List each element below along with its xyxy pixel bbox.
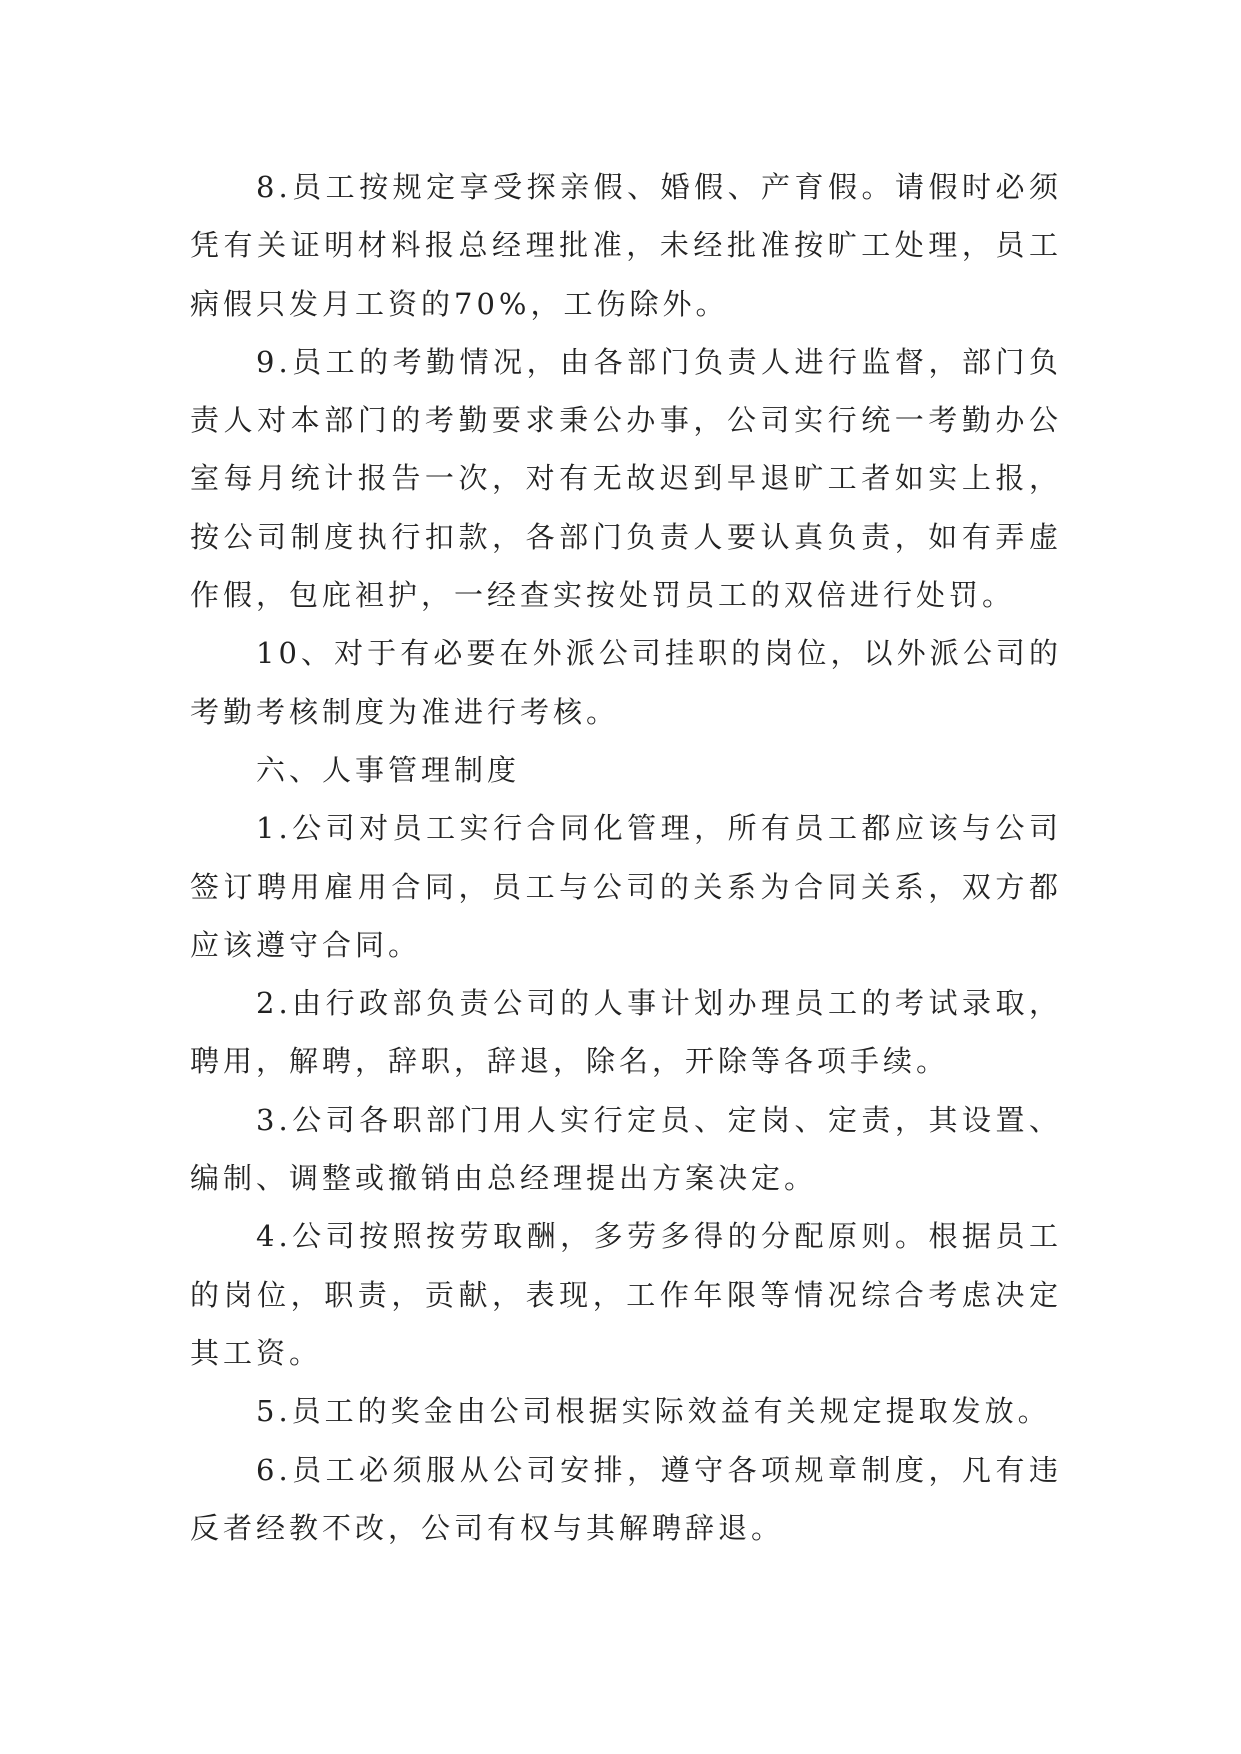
- paragraph-bonus: 5.员工的奖金由公司根据实际效益有关规定提取发放。: [256, 1394, 1051, 1429]
- section-heading: 六、人事管理制度: [256, 752, 521, 787]
- paragraph-compliance: 6.员工必须服从公司安排，遵守各项规章制度，凡有违反者经教不改，公司有权与其解聘辞退。: [190, 1452, 1062, 1545]
- paragraph-leave-rules: 8.员工按规定享受探亲假、婚假、产育假。请假时必须凭有关证明材料报总经理批准，未经批准按旷工处理，员工病假只发月工资的70%，工伤除外。: [190, 170, 1062, 321]
- paragraph-staffing: 3.公司各职部门用人实行定员、定岗、定责，其设置、编制、调整或撤销由总经理提出方案决定。: [190, 1102, 1062, 1196]
- paragraph-dispatched-positions: 10、对于有必要在外派公司挂职的岗位，以外派公司的考勤考核制度为准进行考核。: [190, 636, 1062, 729]
- paragraph-salary-principle: 4.公司按照按劳取酬，多劳多得的分配原则。根据员工的岗位，职责，贡献，表现，工作年限等情况综合考虑决定其工资。: [190, 1219, 1062, 1370]
- paragraph-hr-procedures: 2.由行政部负责公司的人事计划办理员工的考试录取，聘用，解聘，辞职，辞退，除名，开除等各项手续。: [190, 986, 1062, 1079]
- paragraph-contract-management: 1.公司对员工实行合同化管理，所有员工都应该与公司签订聘用雇用合同，员工与公司的关系为合同关系，双方都应该遵守合同。: [190, 811, 1062, 962]
- paragraph-attendance-supervision: 9.员工的考勤情况，由各部门负责人进行监督，部门负责人对本部门的考勤要求秉公办事，公司实行统一考勤办公室每月统计报告一次，对有无故迟到早退旷工者如实上报，按公司制度执行扣款，各部门负责人要认真负责，如有弄虚作假，包庇袒护，一经查实按处罚员工的双倍进行处罚。: [190, 344, 1062, 613]
- document-body: [190, 158, 1062, 1557]
